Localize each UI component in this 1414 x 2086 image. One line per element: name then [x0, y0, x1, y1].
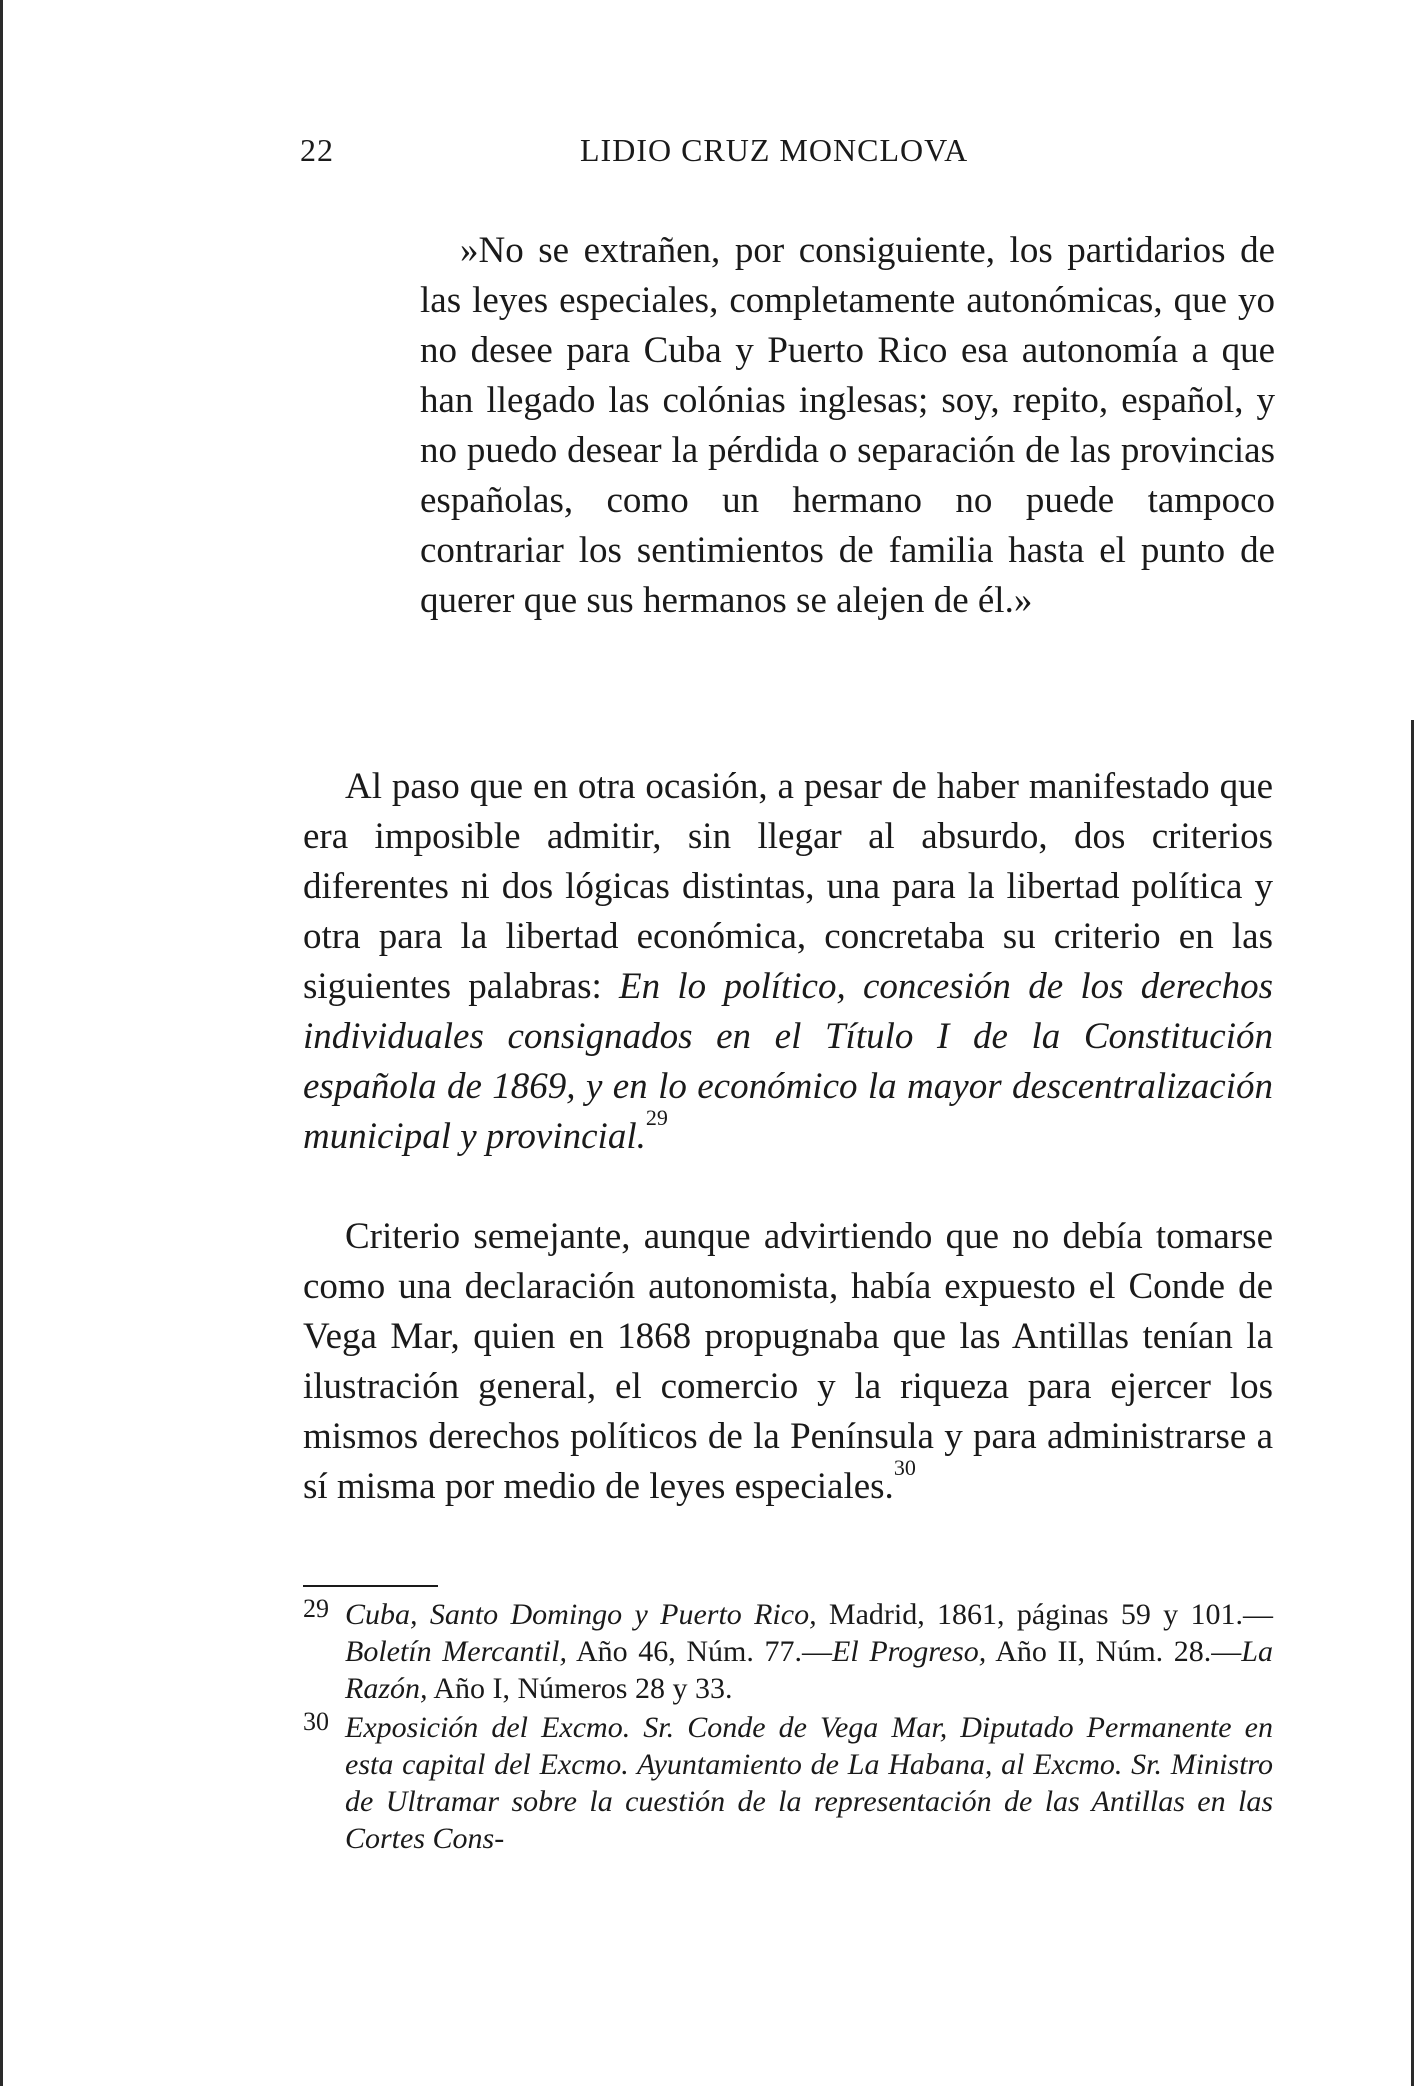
footnote-ref-29[interactable]: 29 — [645, 1105, 668, 1130]
footnote-text: Año 46, Núm. 77.— — [566, 1635, 833, 1668]
footnote-number: 29 — [303, 1594, 329, 1623]
footnotes — [303, 1596, 1273, 1859]
paragraph-2-text: Criterio semejante, aunque advirtiendo que no debía tomarse como una declaración autonomista, había expuesto el Conde de Vega Mar, quien en 1868 propugnaba que las Antillas tenían la ilustración general, el comercio y la riqueza para ejercer los mismos derechos políticos de la Península y para administrarse a sí misma por medio de leyes especiales. — [303, 1216, 1273, 1507]
footnote-italic: La Razón, — [345, 1635, 1273, 1705]
body-paragraph-2 — [303, 1212, 1273, 1512]
running-head: LIDIO CRUZ MONCLOVA — [580, 132, 969, 168]
body-paragraph-1 — [303, 762, 1273, 1162]
footnote-30 — [303, 1709, 1273, 1857]
footnote-italic: Exposición del Excmo. Sr. Conde de Vega Mar, Diputado Permanente en esta capital del Excmo. Ayuntamiento de La Habana, al Excmo. Sr. Ministro de Ultramar sobre la cuestión de la representación de las Antillas en las Cortes Cons- — [345, 1711, 1273, 1855]
paragraph-1-text: Al paso que en otra ocasión, a pesar de haber manifestado que era imposible admitir, sin llegar al absurdo, dos criterios diferentes ni dos lógicas distintas, una para la libertad política y otra para la libertad económica, concretaba su criterio en las siguientes palabras: — [303, 766, 1273, 1007]
page-header — [300, 132, 1290, 182]
paragraph-1-italic-quote: En lo político, concesión de los derechos individuales consignados en el Título I de la Constitución española de 1869, y en lo económico la mayor descentralización municipal y provincial. — [303, 966, 1273, 1157]
footnote-ref-30[interactable]: 30 — [893, 1455, 916, 1480]
scan-edge-left — [0, 0, 3, 2086]
footnote-text: Madrid, 1861, páginas 59 y 101.— — [816, 1598, 1273, 1631]
footnote-text: Año II, Núm. 28.— — [986, 1635, 1242, 1668]
footnote-italic: El Progreso, — [832, 1635, 987, 1668]
block-quote: »No se extrañen, por consiguiente, los partidarios de las leyes especiales, completamente autonómicas, que yo no desee para Cuba y Puerto Rico esa autonomía a que han llegado las colónias inglesas; soy, repito, español, y no puedo desear la pérdida o separación de las provincias españolas, como un hermano no puede tampoco contrariar los sentimientos de familia hasta el punto de querer que sus hermanos se alejen de él.» — [420, 230, 1275, 621]
page-number: 22 — [300, 132, 334, 168]
footnote-italic: Boletín Mercantil, — [345, 1635, 567, 1668]
footnote-29 — [303, 1596, 1273, 1707]
footnote-italic: Cuba, Santo Domingo y Puerto Rico, — [345, 1598, 817, 1631]
footnote-number: 30 — [303, 1707, 329, 1736]
footnote-text: Año I, Números 28 y 33. — [427, 1672, 733, 1705]
footnote-divider — [303, 1585, 438, 1587]
